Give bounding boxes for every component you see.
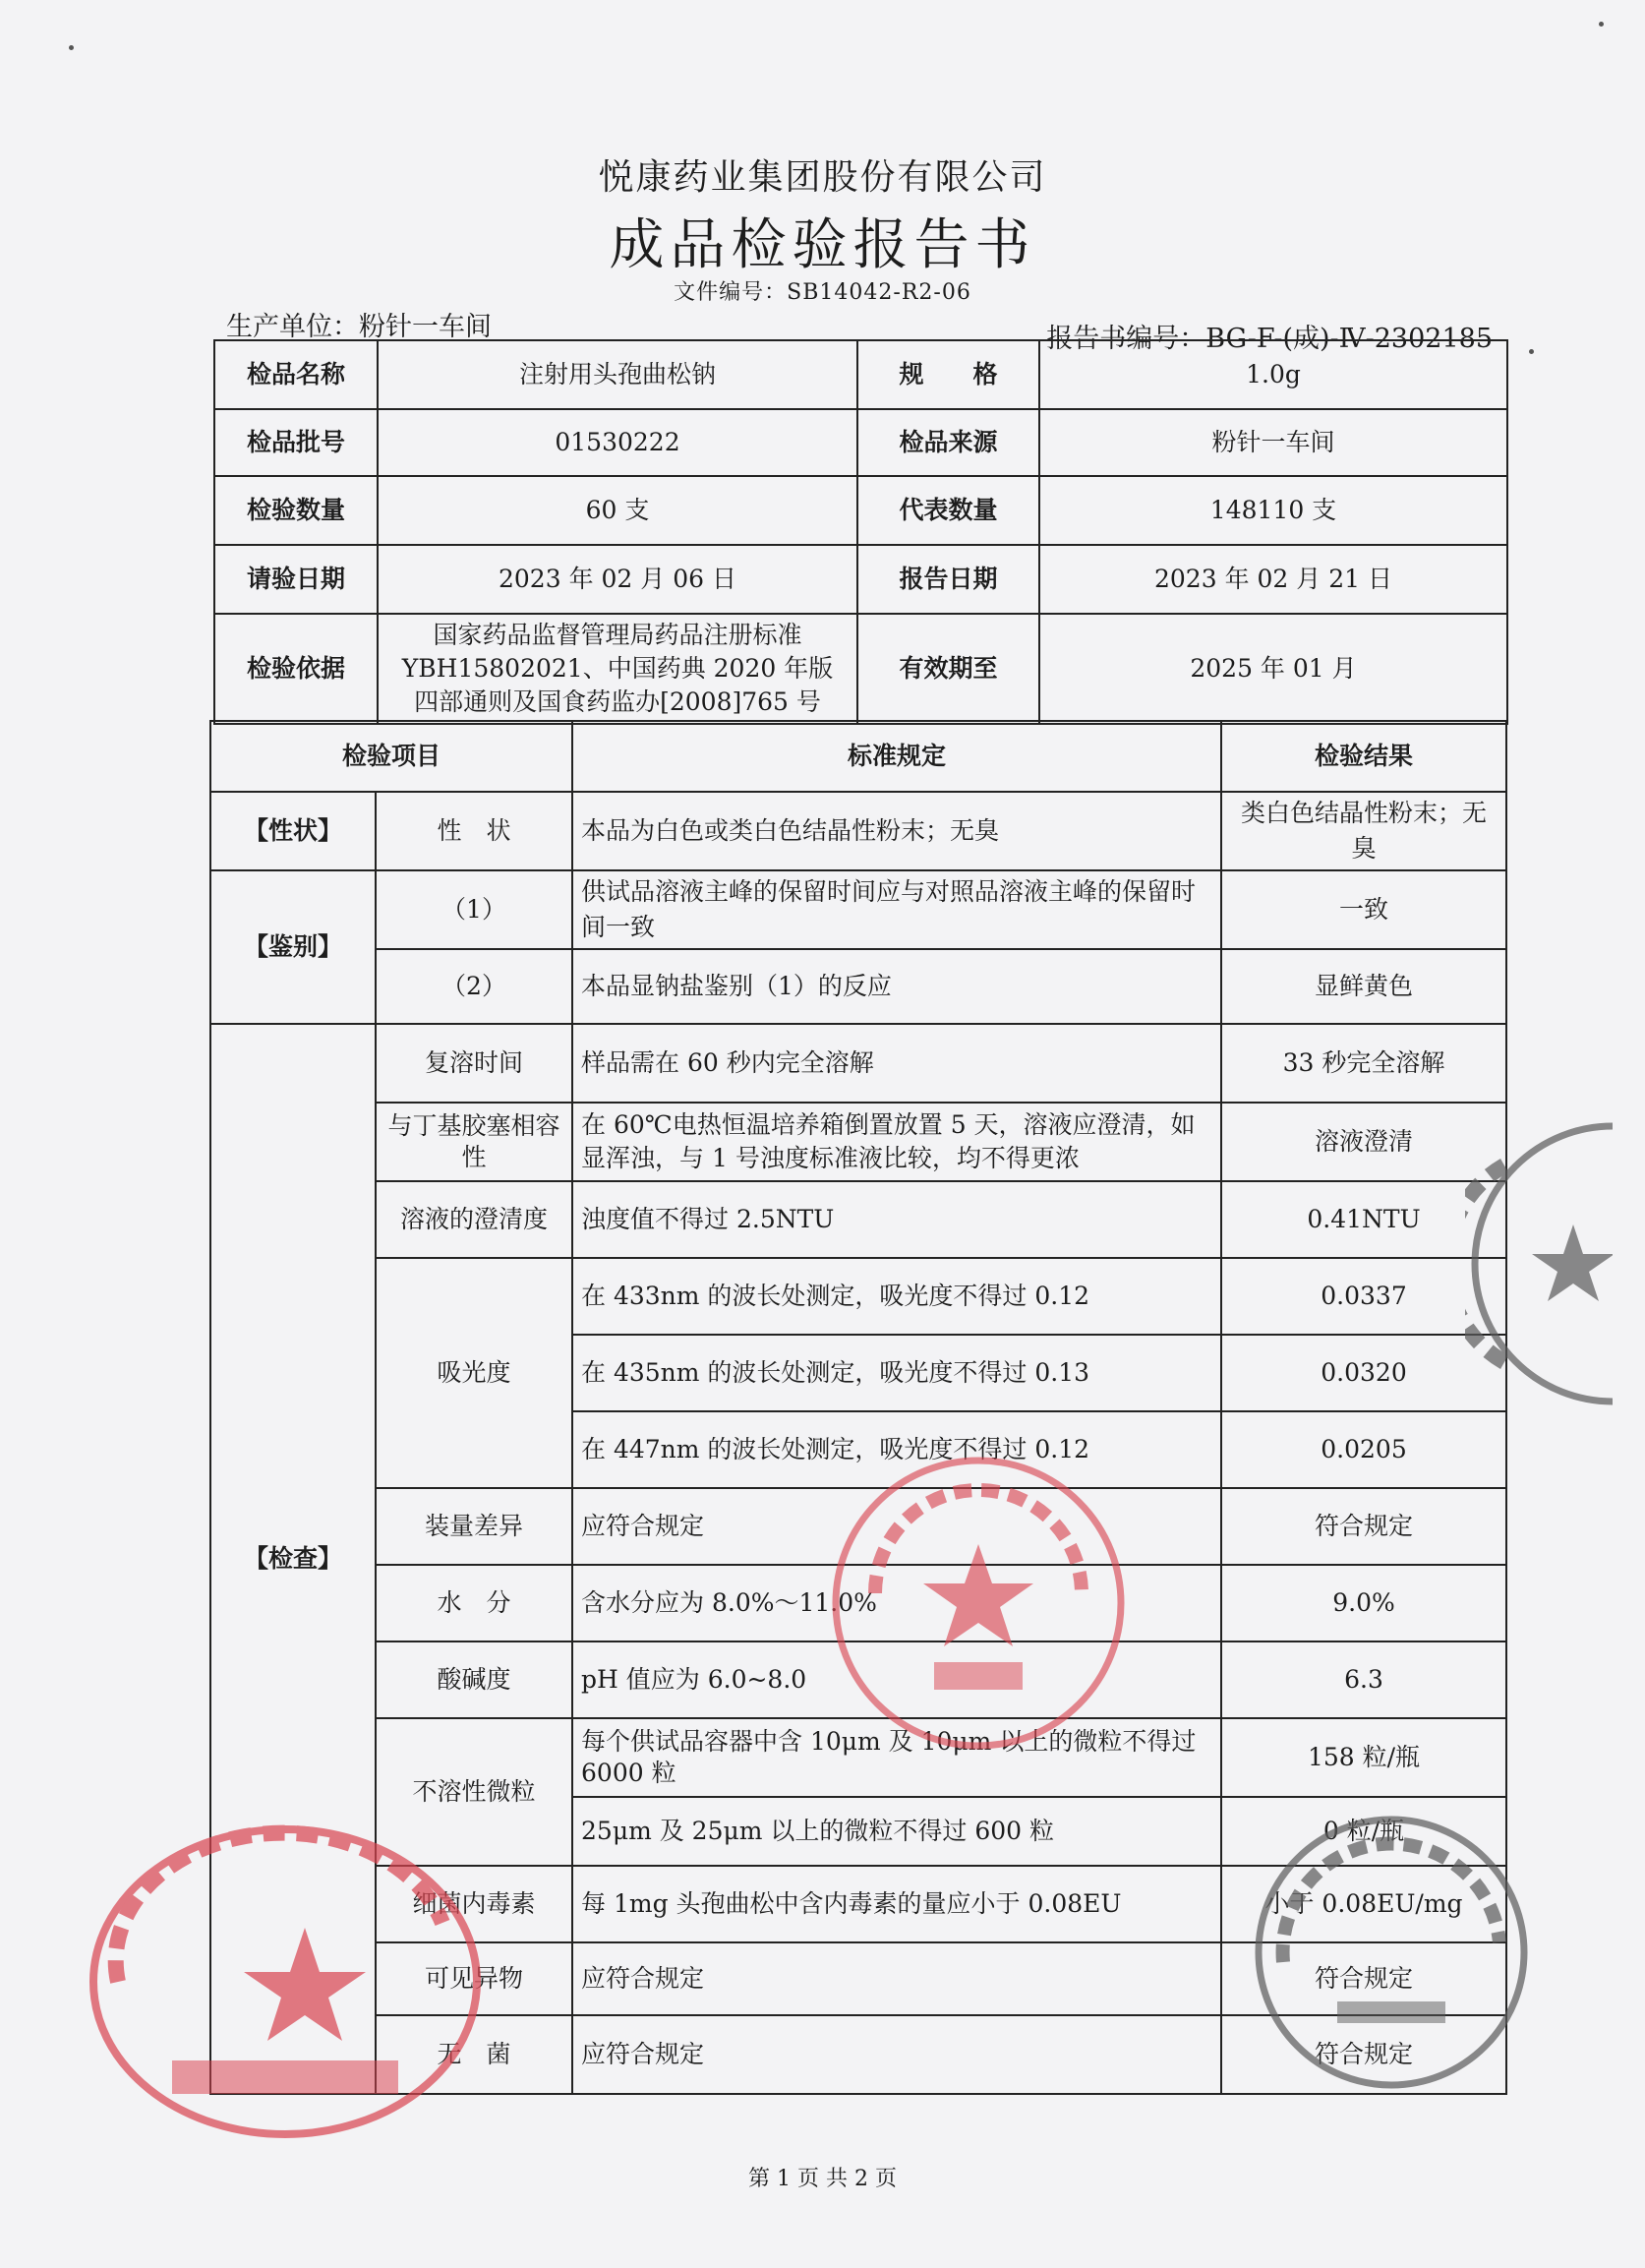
- item-name: 与丁基胶塞相容性: [376, 1103, 572, 1181]
- item-result: 158 粒/瓶: [1221, 1718, 1506, 1797]
- item-result: 0.0337: [1221, 1258, 1506, 1335]
- item-result: 33 秒完全溶解: [1221, 1024, 1506, 1103]
- basis-label: 检验依据: [214, 614, 378, 724]
- item-result: 类白色结晶性粉末；无臭: [1221, 792, 1506, 870]
- qty-label: 检验数量: [214, 476, 378, 545]
- report-number: 报告书编号：BG-F-(成)-Ⅳ-2302185: [1046, 324, 1493, 354]
- item-name: （1）: [376, 870, 572, 949]
- item-name: 溶液的澄清度: [376, 1181, 572, 1258]
- item-standard: 含水分应为 8.0%～11.0%: [572, 1565, 1221, 1641]
- item-result: 符合规定: [1221, 2015, 1506, 2094]
- item-standard: 供试品溶液主峰的保留时间应与对照品溶液主峰的保留时间一致: [572, 870, 1221, 949]
- product-name-label: 检品名称: [214, 340, 378, 409]
- representative-quantity: 148110 支: [1039, 476, 1507, 545]
- item-name: （2）: [376, 949, 572, 1024]
- info-table: [213, 339, 1508, 725]
- item-result: 小于 0.08EU/mg: [1221, 1866, 1506, 1942]
- source-label: 检品来源: [857, 409, 1039, 476]
- request-date: 2023 年 02 月 06 日: [378, 545, 857, 614]
- scan-mark: [69, 45, 74, 50]
- section-tests: 【检查】: [210, 1024, 376, 2094]
- item-standard: 应符合规定: [572, 1488, 1221, 1565]
- test-basis: 国家药品监督管理局药品注册标准YBH15802021、中国药典 2020 年版四部通则及国食药监办[2008]765 号: [378, 614, 857, 724]
- item-name: 性 状: [376, 792, 572, 870]
- item-standard: 在 435nm 的波长处测定，吸光度不得过 0.13: [572, 1335, 1221, 1411]
- spec: 1.0g: [1039, 340, 1507, 409]
- item-result: 符合规定: [1221, 1488, 1506, 1565]
- item-result: 显鲜黄色: [1221, 949, 1506, 1024]
- production-unit: 生产单位：粉针一车间: [226, 312, 492, 342]
- scan-mark: [1599, 22, 1604, 27]
- expiry-label: 有效期至: [857, 614, 1039, 724]
- item-standard: 样品需在 60 秒内完全溶解: [572, 1024, 1221, 1103]
- test-items-table: [209, 720, 1507, 2095]
- item-result: 0.41NTU: [1221, 1181, 1506, 1258]
- item-standard: 应符合规定: [572, 1942, 1221, 2015]
- item-name: 不溶性微粒: [376, 1718, 572, 1866]
- item-standard: 本品显钠盐鉴别（1）的反应: [572, 949, 1221, 1024]
- item-standard: pH 值应为 6.0~8.0: [572, 1641, 1221, 1718]
- batch-number: 01530222: [378, 409, 857, 476]
- item-result: 0.0205: [1221, 1411, 1506, 1488]
- item-name: 水 分: [376, 1565, 572, 1641]
- item-standard: 在 60℃电热恒温培养箱倒置放置 5 天，溶液应澄清，如显浑浊，与 1 号浊度标准液比较，均不得更浓: [572, 1103, 1221, 1181]
- item-result: 符合规定: [1221, 1942, 1506, 2015]
- item-name: 无 菌: [376, 2015, 572, 2094]
- item-name: 吸光度: [376, 1258, 572, 1488]
- request-date-label: 请验日期: [214, 545, 378, 614]
- report-title: 成品检验报告书: [609, 213, 1036, 277]
- item-name: 复溶时间: [376, 1024, 572, 1103]
- company-name: 悦康药业集团股份有限公司: [598, 157, 1047, 198]
- section-identification: 【鉴别】: [210, 870, 376, 1024]
- item-standard: 在 433nm 的波长处测定，吸光度不得过 0.12: [572, 1258, 1221, 1335]
- item-name: 酸碱度: [376, 1641, 572, 1718]
- document-number: 文件编号：SB14042-R2-06: [674, 280, 971, 305]
- section-appearance: 【性状】: [210, 792, 376, 870]
- source: 粉针一车间: [1039, 409, 1507, 476]
- item-result: 一致: [1221, 870, 1506, 949]
- item-standard: 本品为白色或类白色结晶性粉末；无臭: [572, 792, 1221, 870]
- item-standard: 每 1mg 头孢曲松中含内毒素的量应小于 0.08EU: [572, 1866, 1221, 1942]
- item-standard: 应符合规定: [572, 2015, 1221, 2094]
- product-name: 注射用头孢曲松钠: [378, 340, 857, 409]
- batch-label: 检品批号: [214, 409, 378, 476]
- column-item: 检验项目: [210, 721, 572, 792]
- item-standard: 每个供试品容器中含 10μm 及 10μm 以上的微粒不得过 6000 粒: [572, 1718, 1221, 1797]
- scan-mark: [1529, 349, 1534, 354]
- report-date-label: 报告日期: [857, 545, 1039, 614]
- column-result: 检验结果: [1221, 721, 1506, 792]
- item-name: 装量差异: [376, 1488, 572, 1565]
- item-result: 0.0320: [1221, 1335, 1506, 1411]
- item-standard: 25μm 及 25μm 以上的微粒不得过 600 粒: [572, 1797, 1221, 1866]
- item-name: 细菌内毒素: [376, 1866, 572, 1942]
- column-standard: 标准规定: [572, 721, 1221, 792]
- test-quantity: 60 支: [378, 476, 857, 545]
- item-name: 可见异物: [376, 1942, 572, 2015]
- rep-qty-label: 代表数量: [857, 476, 1039, 545]
- item-result: 溶液澄清: [1221, 1103, 1506, 1181]
- item-standard: 在 447nm 的波长处测定，吸光度不得过 0.12: [572, 1411, 1221, 1488]
- spec-label: 规 格: [857, 340, 1039, 409]
- expiry-date: 2025 年 01 月: [1039, 614, 1507, 724]
- item-standard: 浊度值不得过 2.5NTU: [572, 1181, 1221, 1258]
- page-number: 第 1 页 共 2 页: [748, 2167, 897, 2191]
- report-date: 2023 年 02 月 21 日: [1039, 545, 1507, 614]
- item-result: 9.0%: [1221, 1565, 1506, 1641]
- item-result: 6.3: [1221, 1641, 1506, 1718]
- item-result: 0 粒/瓶: [1221, 1797, 1506, 1866]
